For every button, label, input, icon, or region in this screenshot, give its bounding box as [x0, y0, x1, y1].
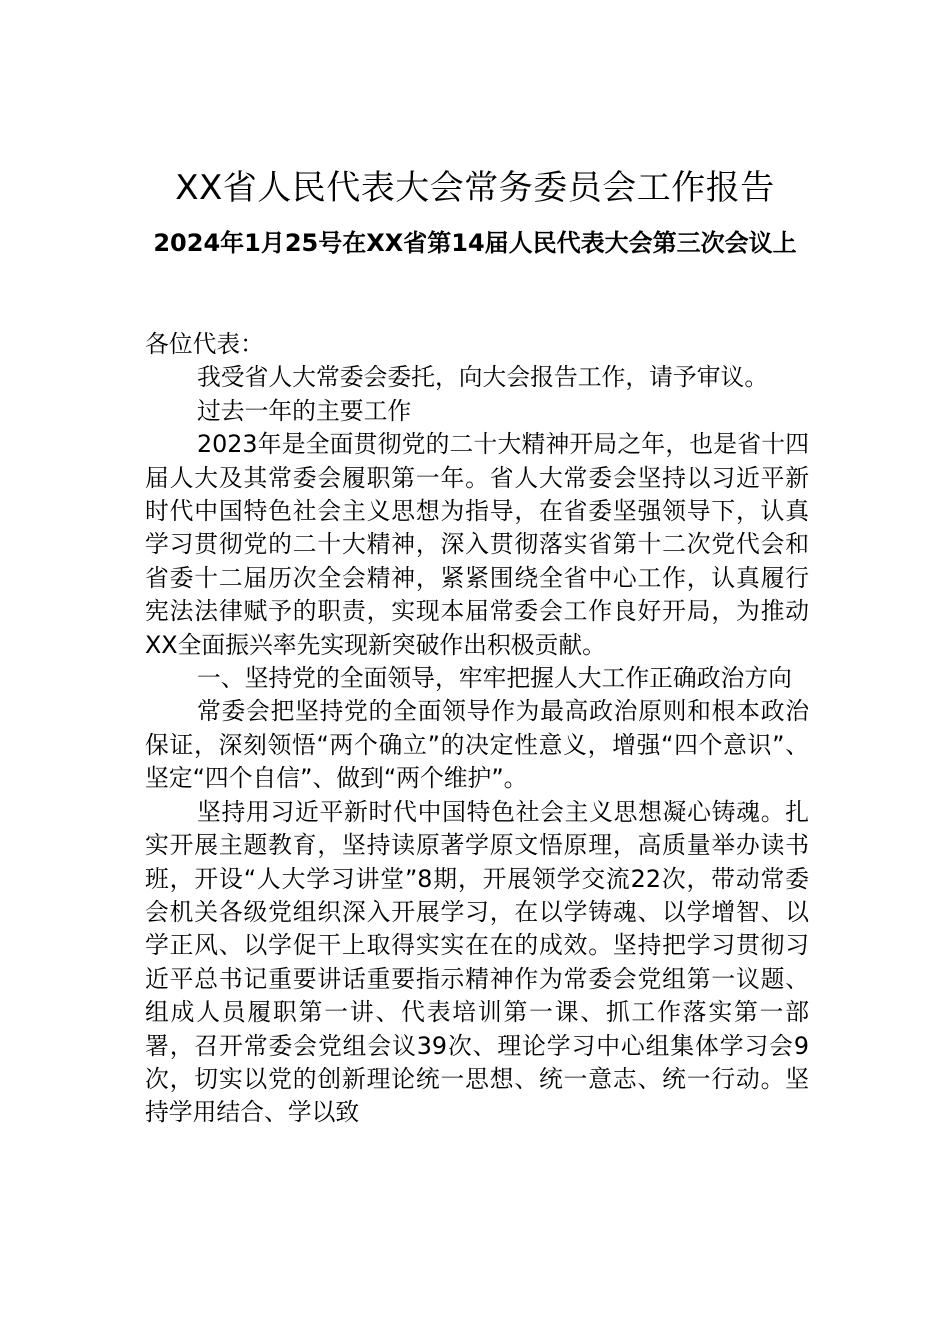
paragraph-intro: 我受省人大常委会委托，向大会报告工作，请予审议。	[197, 363, 769, 392]
paragraph-overview: 2023年是全面贯彻党的二十大精神开局之年，也是省十四届人大及其常委会履职第一年。省人大常委会坚持以习近平新时代中国特色社会主义思想为指导，在省委坚强领导下，认真学习贯彻党的二十大精神，深入贯彻落实省第十二次党代会和省委十二届历次全会精神，紧紧围绕全省中心工作，认真履行宪法法律赋予的职责，实现本届常委会工作良好开局，为推动XX全面振兴率先实现新突破作出积极贡献。	[145, 430, 809, 659]
document-body	[145, 328, 809, 1130]
salutation: 各位代表：	[145, 330, 264, 358]
section-heading-one: 一、坚持党的全面领导，牢牢把握人大工作正确政治方向	[197, 664, 792, 693]
section-heading-main-work: 过去一年的主要工作	[197, 396, 412, 425]
paragraph-party-leadership: 常委会把坚持党的全面领导作为最高政治原则和根本政治保证，深刻领悟“两个确立”的决定性意义，增强“四个意识”、坚定“四个自信”、做到“两个维护”。	[145, 697, 809, 793]
paragraph-study: 坚持用习近平新时代中国特色社会主义思想凝心铸魂。扎实开展主题教育，坚持读原著学原文悟原理，高质量举办读书班，开设“人大学习讲堂”8期，开展领学交流22次，带动常委会机关各级党组织深入开展学习，在以学铸魂、以学增智、以学正风、以学促干上取得实实在在的成效。坚持把学习贯彻习近平总书记重要讲话重要指示精神作为常委会党组第一议题、组成人员履职第一讲、代表培训第一课、抓工作落实第一部署，召开常委会党组会议39次、理论学习中心组集体学习会9次，切实以党的创新理论统一思想、统一意志、统一行动。坚持学用结合、学以致	[145, 797, 809, 1127]
document-title: XX省人民代表大会常务委员会工作报告	[175, 168, 775, 208]
document-subtitle: 2024年1月25号在XX省第14届人民代表大会第三次会议上	[153, 229, 797, 257]
